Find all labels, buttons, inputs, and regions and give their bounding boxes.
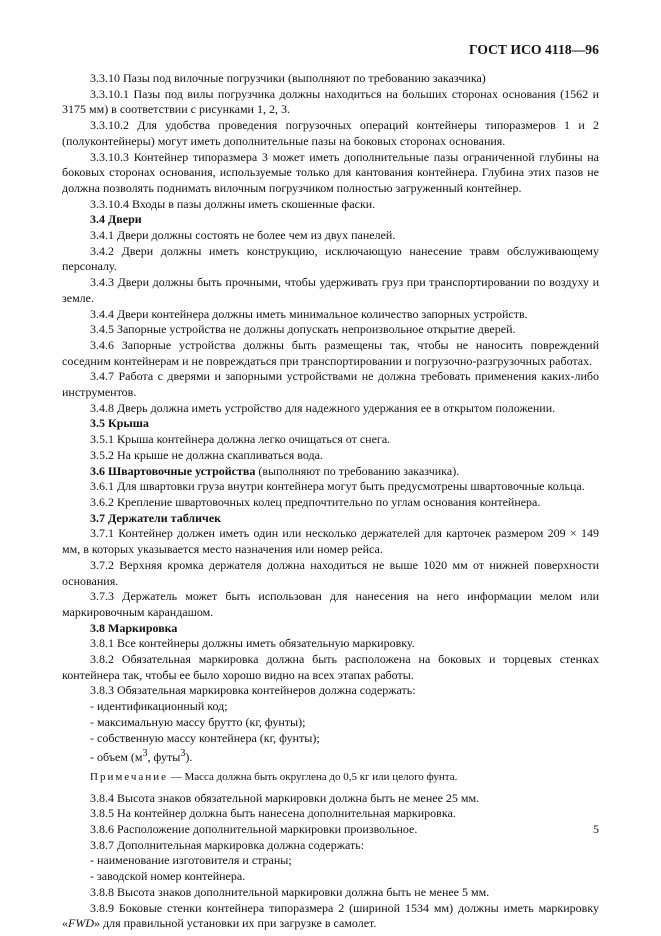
list-item: - максимальную массу брутто (кг, фунты); xyxy=(90,714,306,729)
list-item: - наименование изготовителя и страны; xyxy=(90,853,292,868)
clause-3-5-1: 3.5.1 Крыша контейнера должна легко очищаться от снега. xyxy=(90,432,391,447)
section-3-5-title: 3.5 Крыша xyxy=(90,416,149,431)
list-item: - идентификационный код; xyxy=(90,699,228,714)
note-text: — Масса должна быть округлена до 0,5 кг или целого фунта. xyxy=(167,770,458,783)
clause-3-8-4: 3.8.4 Высота знаков обязательной маркировки должна быть не менее 25 мм. xyxy=(90,790,480,805)
list-item-volume: - объем ($м^3$, футы$^3$). xyxy=(90,748,193,765)
clause-3-7-2: 3.7.2 Верхняя кромка держателя должна находиться не выше 1020 мм от нижней поверхности основания. xyxy=(62,557,599,588)
clause-3-3-10-2: 3.3.10.2 Для удобства проведения погрузочных операций контейнеры типоразмеров 1 и 2 (полуконтейнеры) могут иметь дополнительные пазы на боковых сторонах основания. xyxy=(62,118,599,148)
clause-3-8-2: 3.8.2 Обязательная маркировка должна быть расположена на боковых и торцевых стенках контейнера так, чтобы ее было хорошо видно на всех этапах работы. xyxy=(62,652,599,682)
clause-3-8-1: 3.8.1 Все контейнеры должны иметь обязательную маркировку. xyxy=(90,636,415,651)
note-label: Примечание xyxy=(90,770,168,783)
clause-3-7-3: 3.7.3 Держатель может быть использован для нанесения на него информации мелом или маркировочным карандашом. xyxy=(62,589,599,619)
page-number: 5 xyxy=(593,822,599,836)
clause-3-4-3: 3.4.3 Двери должны быть прочными, чтобы удерживать груз при транспортировании по воздуху и земле. xyxy=(62,275,599,305)
clause-3-4-7: 3.4.7 Работа с дверями и запорными устройствами не должна требовать применения каких-либо инструментов. xyxy=(62,369,599,400)
fwd-code: FWD xyxy=(68,916,94,931)
clause-3-4-8: 3.4.8 Дверь должна иметь устройство для надежного удержания ее в открытом положении. xyxy=(90,400,556,415)
section-3-6-title: 3.6 Швартовочные устройства xyxy=(90,463,256,478)
clause-3-3-10: 3.3.10 Пазы под вилочные погрузчики (выполняют по требованию заказчика) xyxy=(90,71,486,85)
clause-3-4-5: 3.4.5 Запорные устройства не должны допускать непроизвольное открытие дверей. xyxy=(90,322,516,337)
clause-3-4-1: 3.4.1 Двери должны состоять не более чем из двух панелей. xyxy=(90,228,396,243)
clause-3-8-5: 3.8.5 На контейнер должна быть нанесена дополнительная маркировка. xyxy=(90,806,456,821)
clause-3-4-4: 3.4.4 Двери контейнера должны иметь минимальное количество запорных устройств. xyxy=(90,306,528,321)
section-3-4-title: 3.4 Двери xyxy=(90,212,142,227)
document-body xyxy=(62,71,599,932)
clause-3-3-10-1: 3.3.10.1 Пазы под вилы погрузчика должны находиться на больших сторонах основания (1562 и 3175 мм) в соответствии с рисунками 1, 2, 3. xyxy=(62,86,599,117)
section-3-8-title: 3.8 Маркировка xyxy=(90,620,178,635)
clause-3-8-8: 3.8.8 Высота знаков дополнительной маркировки должна быть не менее 5 мм. xyxy=(90,884,490,899)
clause-3-6-2: 3.6.2 Крепление швартовочных колец предпочтительно по углам основания контейнера. xyxy=(90,494,541,509)
clause-3-4-6: 3.4.6 Запорные устройства должны быть размещены так, чтобы не наносить повреждений соседним контейнерам и не повреждаться при транспортировании и погрузочно-разгрузочных работах. xyxy=(62,337,599,368)
section-3-7-title: 3.7 Держатели табличек xyxy=(90,510,222,525)
clause-3-6-1: 3.6.1 Для швартовки груза внутри контейнера могут быть предусмотрены швартовочные кольца. xyxy=(90,479,585,494)
clause-3-8-7: 3.8.7 Дополнительная маркировка должна содержать: xyxy=(90,837,365,852)
list-item: - собственную массу контейнера (кг, фунты); xyxy=(90,730,320,745)
section-3-6-title-suffix: (выполняют по требованию заказчика). xyxy=(255,463,460,478)
list-item: - заводской номер контейнера. xyxy=(90,869,246,884)
clause-3-3-10-3: 3.3.10.3 Контейнер типоразмера 3 может иметь дополнительные пазы ограниченной глубины на боковых сторонах основания, используемые только для кантования контейнера. Глубина этих пазов не должна позволять поднимать вилочным погрузчиком полностью загруженный контейнер. xyxy=(62,149,599,195)
note xyxy=(62,770,599,786)
section-3-6-title-line xyxy=(62,464,599,480)
clause-3-4-2: 3.4.2 Двери должны иметь конструкцию, исключающую нанесение травм обслуживающему персоналу. xyxy=(62,243,599,274)
clause-3-8-9: 3.8.9 Боковые стенки контейнера типоразмера 2 (шириной 1534 мм) должны иметь маркировку «FWD» для правильной установки их при загрузке в самолет. xyxy=(62,900,599,931)
clause-3-8-3: 3.8.3 Обязательная маркировка контейнеров должна содержать: xyxy=(90,683,416,698)
document-header: ГОСТ ИСО 4118—96 xyxy=(468,42,599,57)
clause-3-8-6: 3.8.6 Расположение дополнительной маркировки произвольное. xyxy=(90,822,418,837)
clause-3-7-1: 3.7.1 Контейнер должен иметь один или несколько держателей для карточек размером 209 × 149 мм, в которых указывается место назначения или номер рейса. xyxy=(62,526,599,557)
clause-3-3-10-4: 3.3.10.4 Входы в пазы должны иметь скошенные фаски. xyxy=(90,196,376,211)
clause-3-5-2: 3.5.2 На крыше не должна скапливаться вода. xyxy=(90,447,323,462)
